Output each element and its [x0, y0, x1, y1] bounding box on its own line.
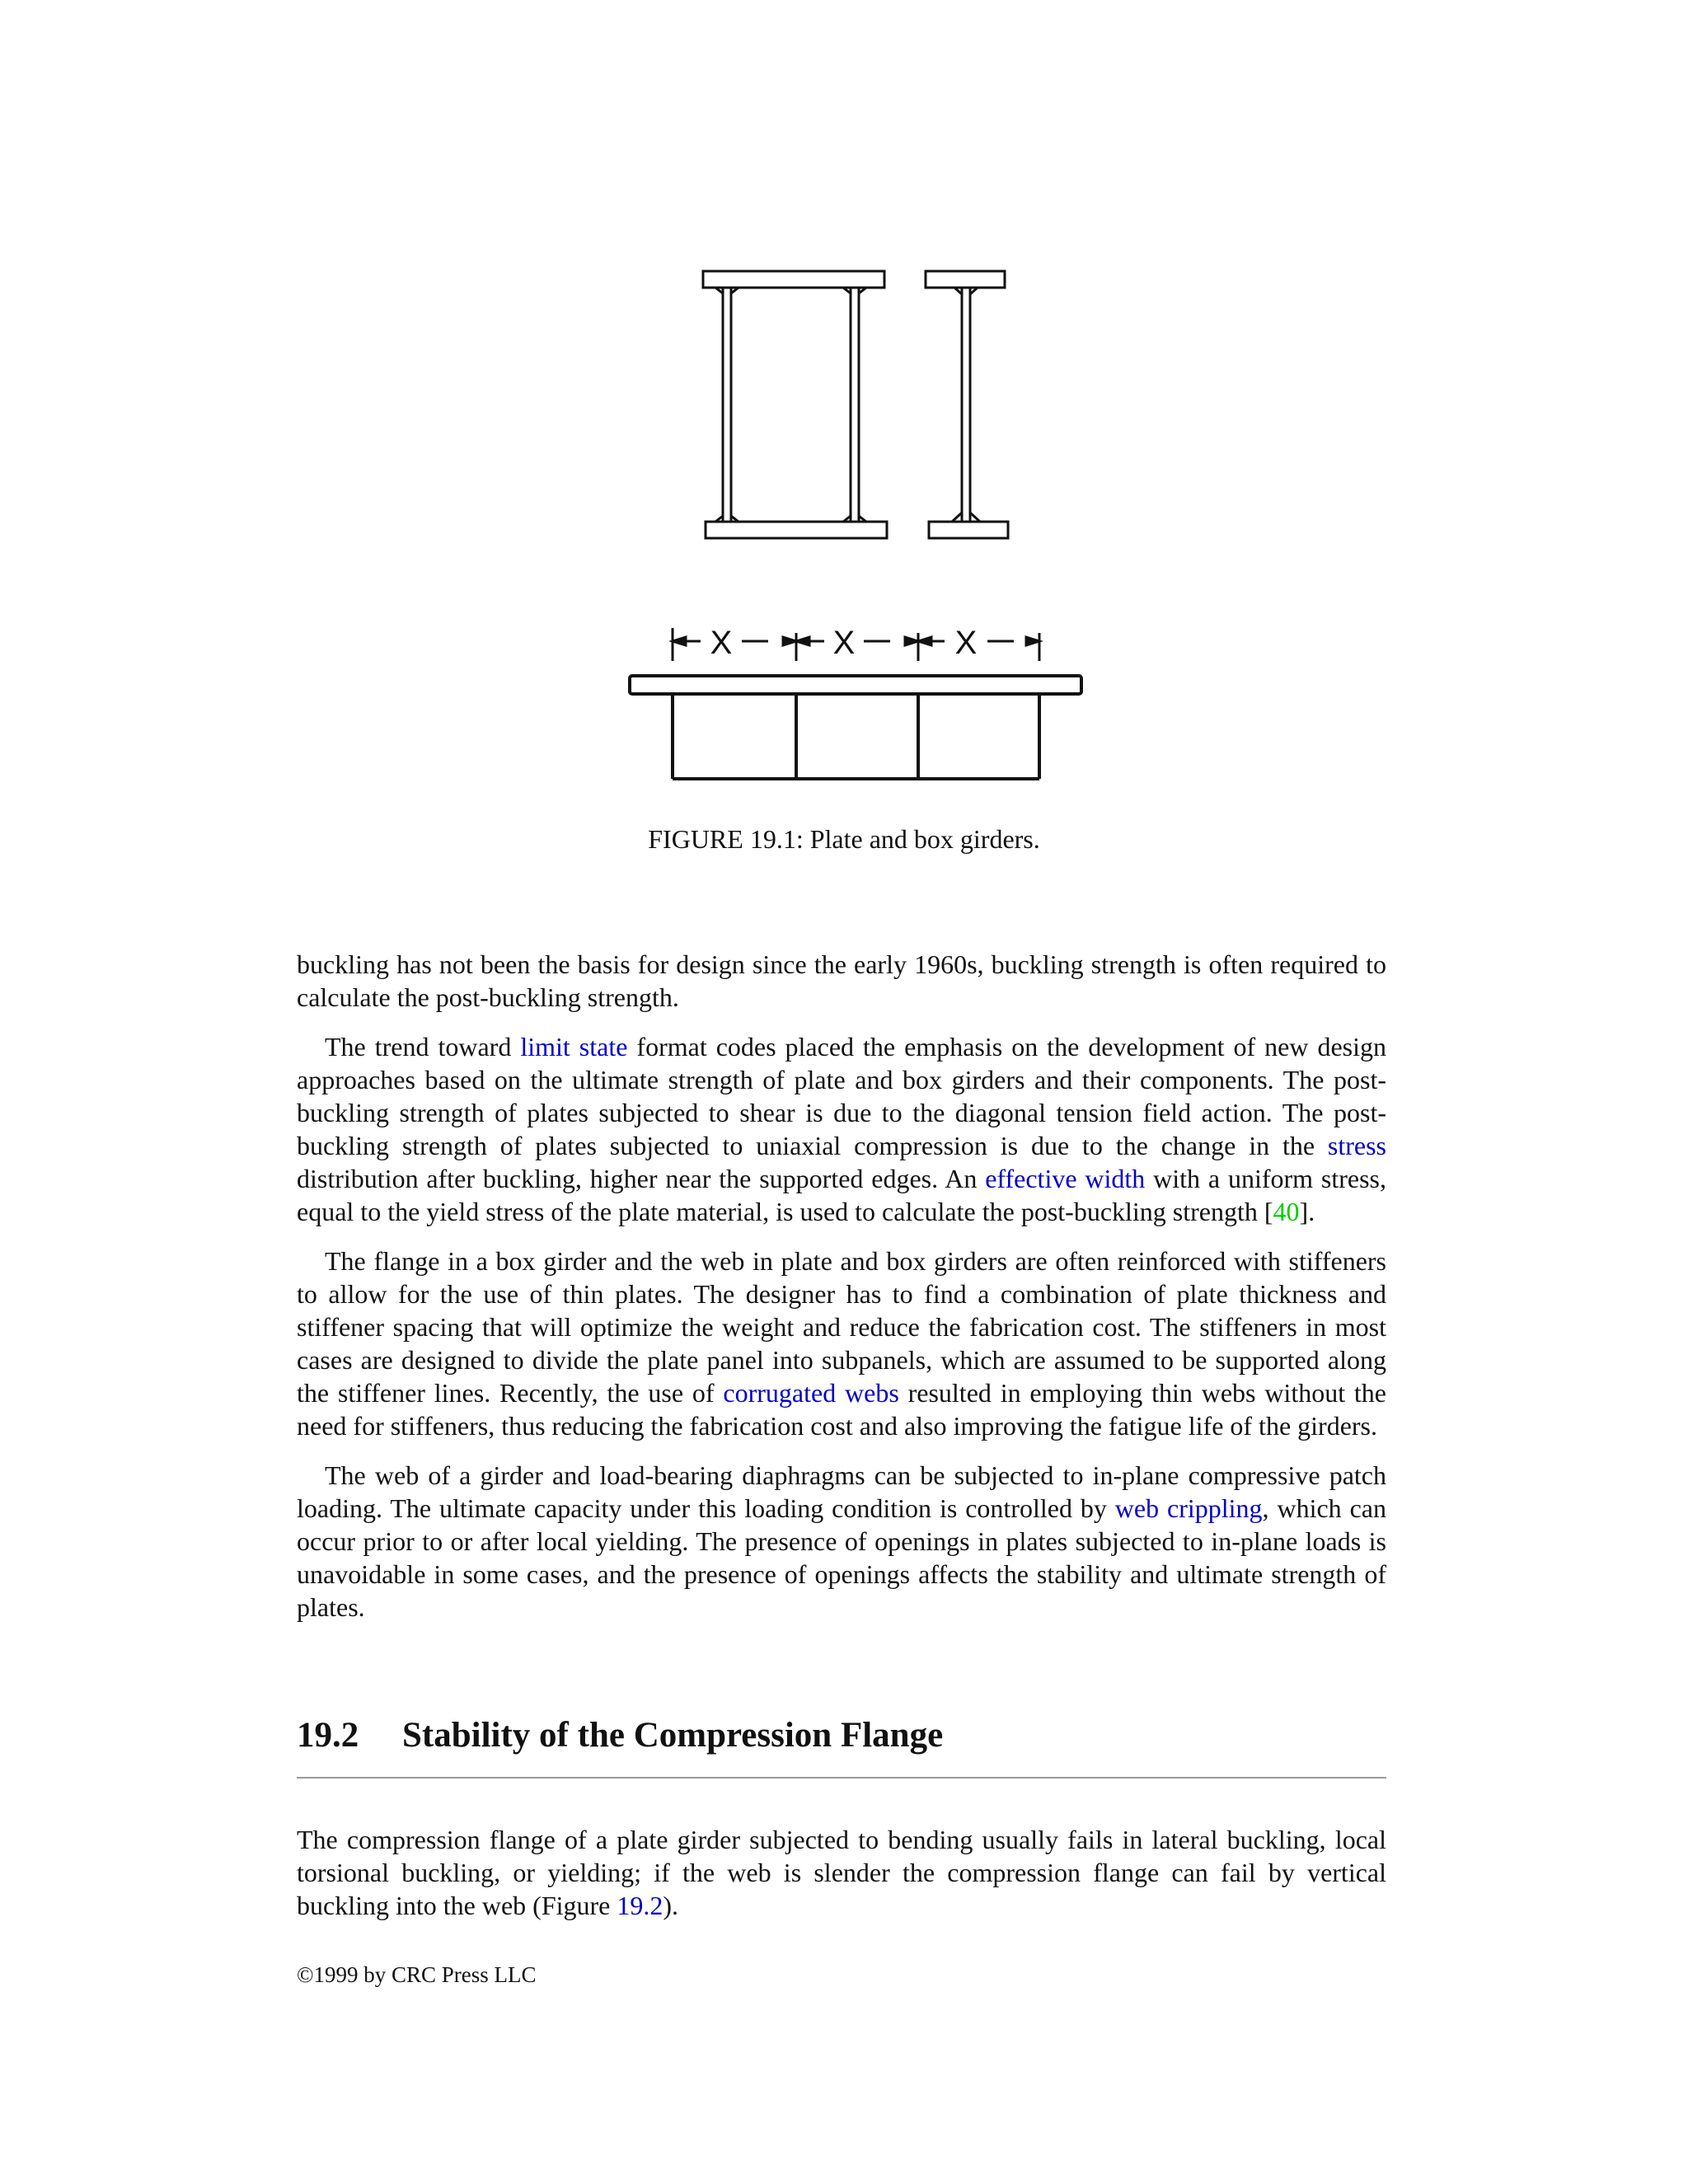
citation-link[interactable]: 40: [1273, 1197, 1300, 1226]
paragraph-5: The compression flange of a plate girder subjected to bending usually fails in lateral buckling, local torsional buckling, or yielding; if the web is slender the compression flange can fail by vertical buckling into the web (Figure 19.2).: [297, 1825, 1386, 1920]
paragraph-2: The trend toward limit state format codes placed the emphasis on the development of new design approaches based on the ultimate strength of plate and box girders and their components. The post-buckling strength of plates subjected to shear is due to the diagonal tension field action. The post-buckling strength of plates subjected to uniaxial compression is due to the change in the stress distribution after buckling, higher near the supported edges. An effective width with a uniform stress, equal to the yield stress of the plate material, is used to calculate the post-buckling strength [40].: [297, 1032, 1387, 1226]
paragraph-4: The web of a girder and load-bearing diaphragms can be subjected to in-plane compressive patch loading. The ultimate capacity under this loading condition is controlled by web crippling, which can occur prior to or after local yielding. The presence of openings in plates subjected to in-plane loads is unavoidable in some cases, and the presence of openings affects the stability and ultimate strength of plates.: [297, 1460, 1386, 1622]
limit-state-link[interactable]: limit state: [520, 1032, 628, 1062]
copyright-footer: ©1999 by CRC Press LLC: [297, 1962, 537, 1987]
dimension-label-x-1: X: [710, 625, 733, 661]
web-crippling-link[interactable]: web crippling: [1114, 1493, 1263, 1523]
paragraph-3: The flange in a box girder and the web in plate and box girders are often reinforced with stiffeners to allow for the use of thin plates. The designer has to find a combination of plate thickness and stiffener spacing that will optimize the weight and reduce the fabrication cost. The stiffeners in most cases are designed to divide the plate panel into subpanels, which are assumed to be supported along the stiffener lines. Recently, the use of corrugated webs resulted in employing thin webs without the need for stiffeners, thus reducing the fabrication cost and also improving the fatigue life of the girders.: [297, 1246, 1387, 1441]
plate-bottom-flange: [929, 522, 1008, 538]
section-number: 19.2: [297, 1716, 359, 1755]
dimension-label-x-3: X: [954, 625, 978, 661]
corrugated-webs-link[interactable]: corrugated webs: [723, 1378, 899, 1408]
stress-link[interactable]: stress: [1327, 1131, 1386, 1160]
section-divider: [297, 1777, 1386, 1779]
figure-caption: FIGURE 19.1: Plate and box girders.: [648, 824, 1040, 854]
box-top-flange: [703, 271, 884, 288]
figure-19-2-link[interactable]: 19.2: [617, 1891, 663, 1920]
multi-cell-box-section: [630, 676, 1081, 779]
box-bottom-flange: [706, 522, 887, 538]
section-title: Stability of the Compression Flange: [402, 1716, 944, 1755]
dimension-label-x-2: X: [832, 625, 856, 661]
top-deck-flange: [630, 676, 1081, 694]
figure-19-1: [610, 247, 1104, 824]
section-heading: [297, 1714, 1386, 1757]
plate-top-flange: [926, 271, 1005, 288]
body-text-upper: [297, 948, 1386, 1640]
paragraph-1: buckling has not been the basis for design since the early 1960s, buckling strength is often required to calculate the post-buckling strength.: [297, 949, 1386, 1012]
box-girder-section: [703, 271, 887, 538]
body-text-lower: [297, 1823, 1386, 1938]
effective-width-link[interactable]: effective width: [985, 1164, 1146, 1193]
plate-girder-section: [926, 271, 1008, 538]
girder-drawing: [610, 247, 1104, 824]
